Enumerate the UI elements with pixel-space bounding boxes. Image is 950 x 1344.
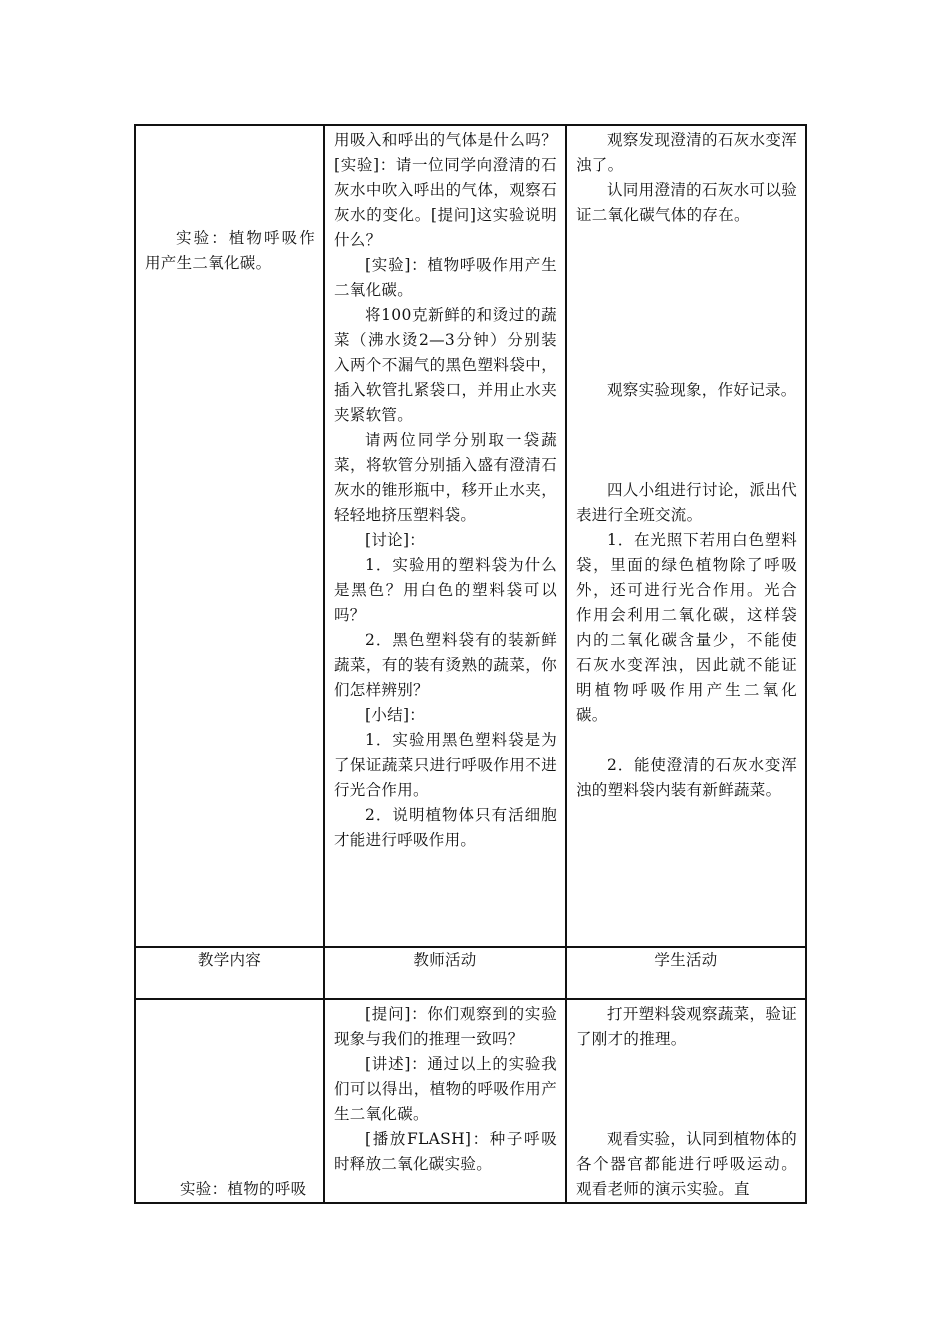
teacher-activity-cell [324,125,566,947]
teacher-paragraph: 用吸入和呼出的气体是什么吗？[实验]：请一位同学向澄清的石灰水中吹入呼出的气体，观察石灰水的变化。[提问]这实验说明什么？ [334,131,557,249]
teacher-paragraph: 1．实验用的塑料袋为什么是黑色？用白色的塑料袋可以吗？ [334,556,557,624]
table-row [135,999,806,1203]
student-activity-cell [566,999,806,1203]
teacher-paragraph: [提问]：你们观察到的实验现象与我们的推理一致吗？ [334,1005,557,1048]
teacher-paragraph: 请两位同学分别取一袋蔬菜，将软管分别插入盛有澄清石灰水的锥形瓶中，移开止水夹，轻轻地挤压塑料袋。 [334,431,557,524]
student-paragraph: 观察发现澄清的石灰水变浑浊了。 [576,131,797,174]
teacher-paragraph: 2．说明植物体只有活细胞才能进行呼吸作用。 [334,806,557,849]
header-content: 教学内容 [135,947,324,999]
student-paragraph: 认同用澄清的石灰水可以验证二氧化碳气体的存在。 [576,181,797,224]
student-paragraph: 1．在光照下若用白色塑料袋，里面的绿色植物除了呼吸外，还可进行光合作用。光合作用会利用二氧化碳，这样袋内的二氧化碳含量少，不能使石灰水变浑浊，因此就不能证明植物呼吸作用产生二氧化碳。 [576,531,797,724]
header-teacher: 教师活动 [324,947,566,999]
content-cell [135,999,324,1203]
content-text: 实验：植物的呼吸 [180,1180,307,1198]
teacher-paragraph: 1．实验用黑色塑料袋是为了保证蔬菜只进行呼吸作用不进行光合作用。 [334,731,557,799]
header-student: 学生活动 [566,947,806,999]
teacher-paragraph: 2．黑色塑料袋有的装新鲜蔬菜，有的装有烫熟的蔬菜，你们怎样辨别？ [334,631,557,699]
teacher-paragraph: 将100克新鲜的和烫过的蔬菜（沸水烫2—3分钟）分别装入两个不漏气的黑色塑料袋中，插入软管扎紧袋口，并用止水夹夹紧软管。 [334,306,557,424]
content-cell [135,125,324,947]
student-paragraph: 观看实验，认同到植物体的各个器官都能进行呼吸运动。观看老师的演示实验。直 [576,1130,797,1198]
student-paragraph: 四人小组进行讨论，派出代表进行全班交流。 [576,481,797,524]
teacher-paragraph: [实验]：植物呼吸作用产生二氧化碳。 [334,256,557,299]
teacher-paragraph: [讲述]：通过以上的实验我们可以得出，植物的呼吸作用产生二氧化碳。 [334,1055,557,1123]
teacher-paragraph: [讨论]： [365,531,426,549]
table-header-row [135,947,806,999]
content-text: 实验：植物呼吸作用产生二氧化碳。 [145,229,315,272]
student-paragraph: 观察实验现象，作好记录。 [607,381,797,399]
table-row [135,125,806,947]
lesson-plan-table [134,124,807,1204]
student-paragraph: 打开塑料袋观察蔬菜，验证了刚才的推理。 [576,1005,797,1048]
teacher-paragraph: [播放FLASH]：种子呼吸时释放二氧化碳实验。 [334,1130,557,1173]
student-paragraph: 2．能使澄清的石灰水变浑浊的塑料袋内装有新鲜蔬菜。 [576,756,797,799]
teacher-paragraph: [小结]： [365,706,426,724]
student-activity-cell [566,125,806,947]
teacher-activity-cell [324,999,566,1203]
